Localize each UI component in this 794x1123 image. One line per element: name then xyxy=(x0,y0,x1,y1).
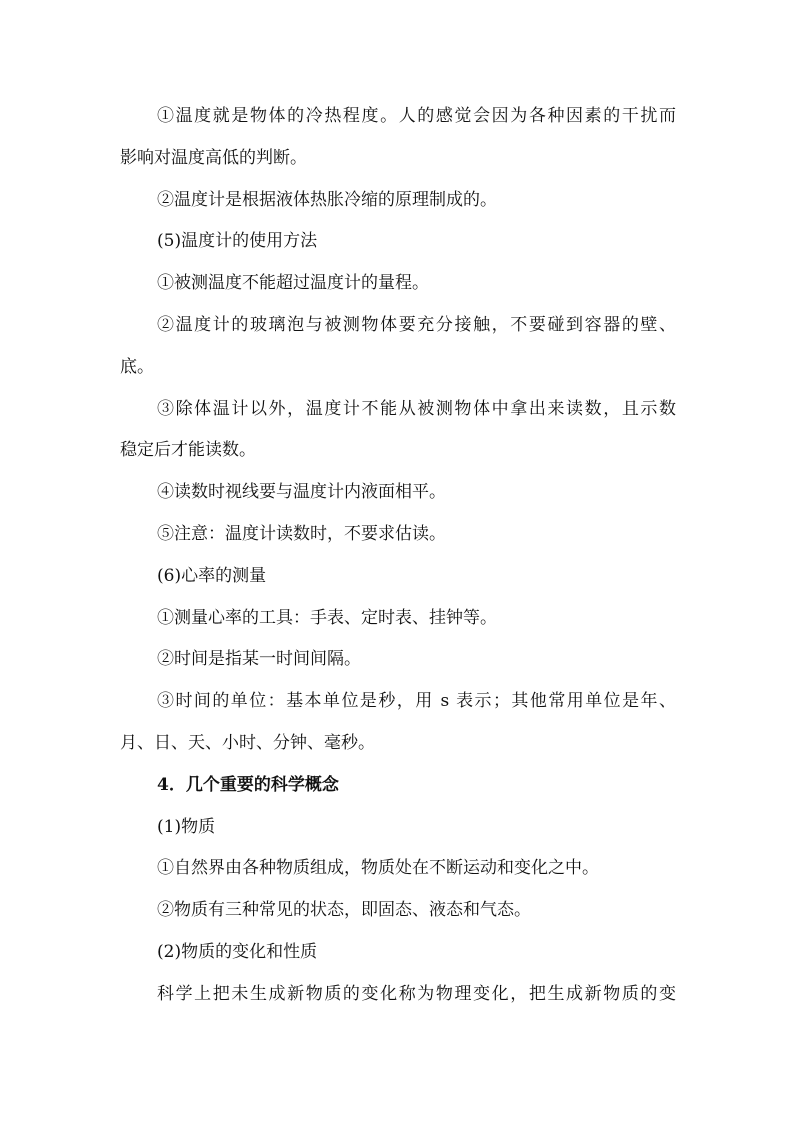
text-line: ③时间的单位：基本单位是秒，用 s 表示；其他常用单位是年、 xyxy=(157,691,676,712)
text-line: (6)心率的测量 xyxy=(157,565,267,586)
text-line: (5)温度计的使用方法 xyxy=(157,231,318,252)
text-line: (2)物质的变化和性质 xyxy=(157,941,318,962)
text-line: ②温度计的玻璃泡与被测物体要充分接触，不要碰到容器的壁、 xyxy=(157,314,676,335)
text-line: ①自然界由各种物质组成，物质处在不断运动和变化之中。 xyxy=(157,858,599,879)
text-line: 4．几个重要的科学概念 xyxy=(157,774,339,795)
text-line: 影响对温度高低的判断。 xyxy=(120,147,307,168)
text-line: ①被测温度不能超过温度计的量程。 xyxy=(157,273,429,294)
text-line: ①测量心率的工具：手表、定时表、挂钟等。 xyxy=(157,607,497,628)
text-line: 底。 xyxy=(120,356,154,377)
text-line: ②时间是指某一时间间隔。 xyxy=(157,649,361,670)
text-line: 科学上把未生成新物质的变化称为物理变化，把生成新物质的变 xyxy=(157,983,676,1004)
text-line: ④读数时视线要与温度计内液面相平。 xyxy=(157,482,446,503)
document-body xyxy=(120,96,676,1016)
text-line: ①温度就是物体的冷热程度。人的感觉会因为各种因素的干扰而 xyxy=(157,106,676,126)
text-line: ②物质有三种常见的状态，即固态、液态和气态。 xyxy=(157,900,531,921)
text-line: ②温度计是根据液体热胀冷缩的原理制成的。 xyxy=(157,189,497,210)
text-line: (1)物质 xyxy=(157,816,216,837)
text-line: ③除体温计以外，温度计不能从被测物体中拿出来读数，且示数 xyxy=(157,398,676,419)
text-line: 月、日、天、小时、分钟、毫秒。 xyxy=(120,732,375,753)
text-line: 稳定后才能读数。 xyxy=(120,440,256,461)
text-line: ⑤注意：温度计读数时，不要求估读。 xyxy=(157,523,446,544)
